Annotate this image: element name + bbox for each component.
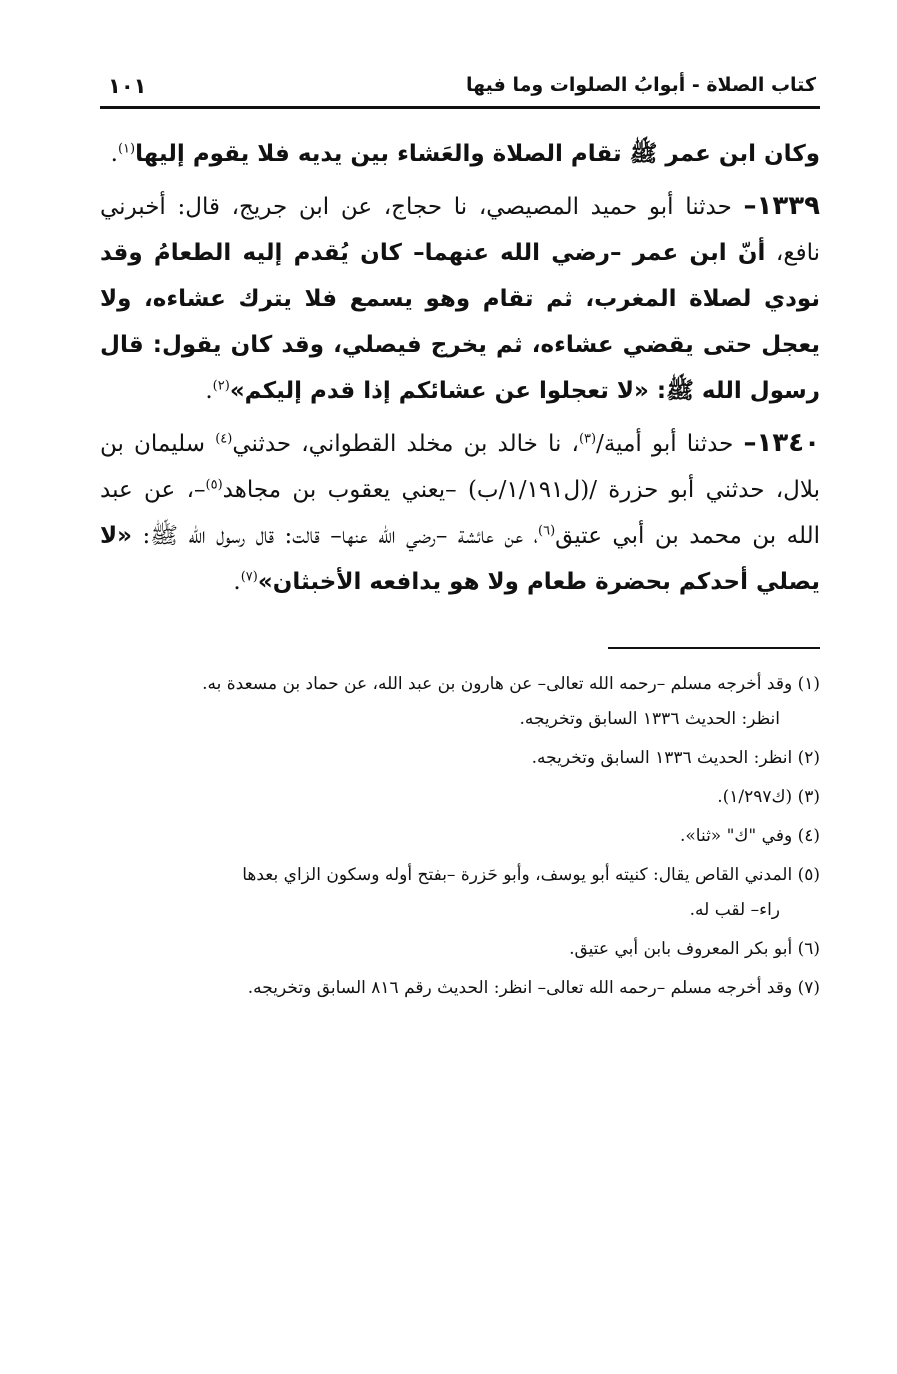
- page-number: ١٠١: [108, 74, 147, 98]
- footnote-number: (٤): [797, 826, 820, 846]
- period: .: [205, 378, 213, 404]
- footnote-ref-7: (٧): [240, 569, 258, 585]
- hadith-1340: [100, 420, 820, 605]
- footnote-number: (٢): [797, 748, 820, 768]
- athar-text: وكان ابن عمر ﷺ تقام الصلاة والعَشاء بين يديه فلا يقوم إليها: [135, 141, 820, 167]
- running-header: [100, 70, 820, 109]
- footnote-number: (٧): [797, 978, 820, 998]
- hadith-dash: –: [743, 428, 757, 458]
- footnote-separator: [608, 647, 820, 649]
- footnote-6: [100, 932, 820, 967]
- period: .: [233, 569, 241, 595]
- footnote-text: (ك١/٢٩٧).: [717, 787, 793, 807]
- footnote-ref-3: (٣): [578, 431, 597, 447]
- footnote-1: [100, 667, 820, 737]
- matn-text: أنّ ابن عمر –رضي الله عنهما– كان يُقدم إليه الطعامُ وقد نودي لصلاة المغرب، ثم تقام وهو يسمع فلا يترك عشاءه، ولا يعجل حتى يقضي عشاءه، ثم يخرج فيصلي، وقد كان يقول: قال رسول الله ﷺ:: [100, 240, 820, 404]
- footnote-ref-4: (٤): [215, 431, 233, 447]
- hadith-dash: –: [743, 191, 757, 221]
- isnad-text: حدثنا أبو حميد المصيصي، نا حجاج، عن ابن جريج، قال: أخبرني نافع،: [100, 194, 820, 266]
- prophetic-saying: «لا يصلي أحدكم بحضرة طعام ولا هو يدافعه الأخبثان»: [100, 523, 820, 595]
- paragraph-1: [100, 131, 820, 177]
- period: .: [110, 141, 118, 167]
- hadith-number: ١٣٤٠: [756, 428, 820, 458]
- footnote-text: وقد أخرجه مسلم –رحمه الله تعالى– عن هارون بن عبد الله، عن حماد بن مسعدة به.: [202, 674, 793, 694]
- footnote-4: [100, 819, 820, 854]
- footnote-continuation: راء– لقب له.: [689, 900, 780, 920]
- isnad-text-2: ، نا خالد بن مخلد القطواني، حدثني: [232, 431, 579, 457]
- isnad-text-4: –، عن عبد الله بن محمد بن أبي عتيق: [100, 477, 820, 549]
- footnote-text: وفي "ك" «ثنا».: [679, 826, 793, 846]
- footnote-7: [100, 971, 820, 1006]
- footnote-text: وقد أخرجه مسلم –رحمه الله تعالى– انظر: الحديث رقم ٨١٦ السابق وتخريجه.: [247, 978, 793, 998]
- footnote-continuation: انظر: الحديث ١٣٣٦ السابق وتخريجه.: [519, 709, 780, 729]
- hadith-number: ١٣٣٩: [756, 191, 820, 221]
- footnotes: [100, 667, 820, 1006]
- main-text: [100, 131, 820, 605]
- isnad-text-5: ، عن عائشة –رضي الله عنها– قالت: قال رسول الله ﷺ:: [131, 523, 539, 549]
- footnote-ref-1: (١): [117, 141, 136, 157]
- footnote-number: (٦): [797, 939, 820, 959]
- footnote-ref-6: (٦): [538, 523, 556, 539]
- book-page: [100, 70, 820, 1350]
- footnote-ref-2: (٢): [212, 378, 230, 394]
- hadith-1339: [100, 183, 820, 414]
- footnote-ref-5: (٥): [205, 477, 223, 493]
- footnote-text: أبو بكر المعروف بابن أبي عتيق.: [569, 939, 793, 959]
- chapter-title: كتاب الصلاة - أبوابُ الصلوات وما فيها: [465, 74, 816, 96]
- footnote-number: (٥): [797, 865, 820, 885]
- footnote-2: [100, 741, 820, 776]
- prophetic-saying: «لا تعجلوا عن عشائكم إذا قدم إليكم»: [229, 378, 649, 404]
- isnad-text-3: سليمان بن بلال، حدثني أبو حزرة /(ل١/١٩١/ب) –يعني يعقوب بن مجاهد: [100, 431, 820, 503]
- footnote-number: (١): [797, 674, 820, 694]
- footnote-text: المدني القاص يقال: كنيته أبو يوسف، وأبو حَزرة –بفتح أوله وسكون الزاي بعدها: [242, 865, 793, 885]
- footnote-5: [100, 858, 820, 928]
- footnote-text: انظر: الحديث ١٣٣٦ السابق وتخريجه.: [531, 748, 793, 768]
- isnad-text-1: حدثنا أبو أمية/: [596, 431, 744, 457]
- footnote-number: (٣): [797, 787, 820, 807]
- footnote-3: [100, 780, 820, 815]
- footnote-separator-wrap: [100, 647, 820, 649]
